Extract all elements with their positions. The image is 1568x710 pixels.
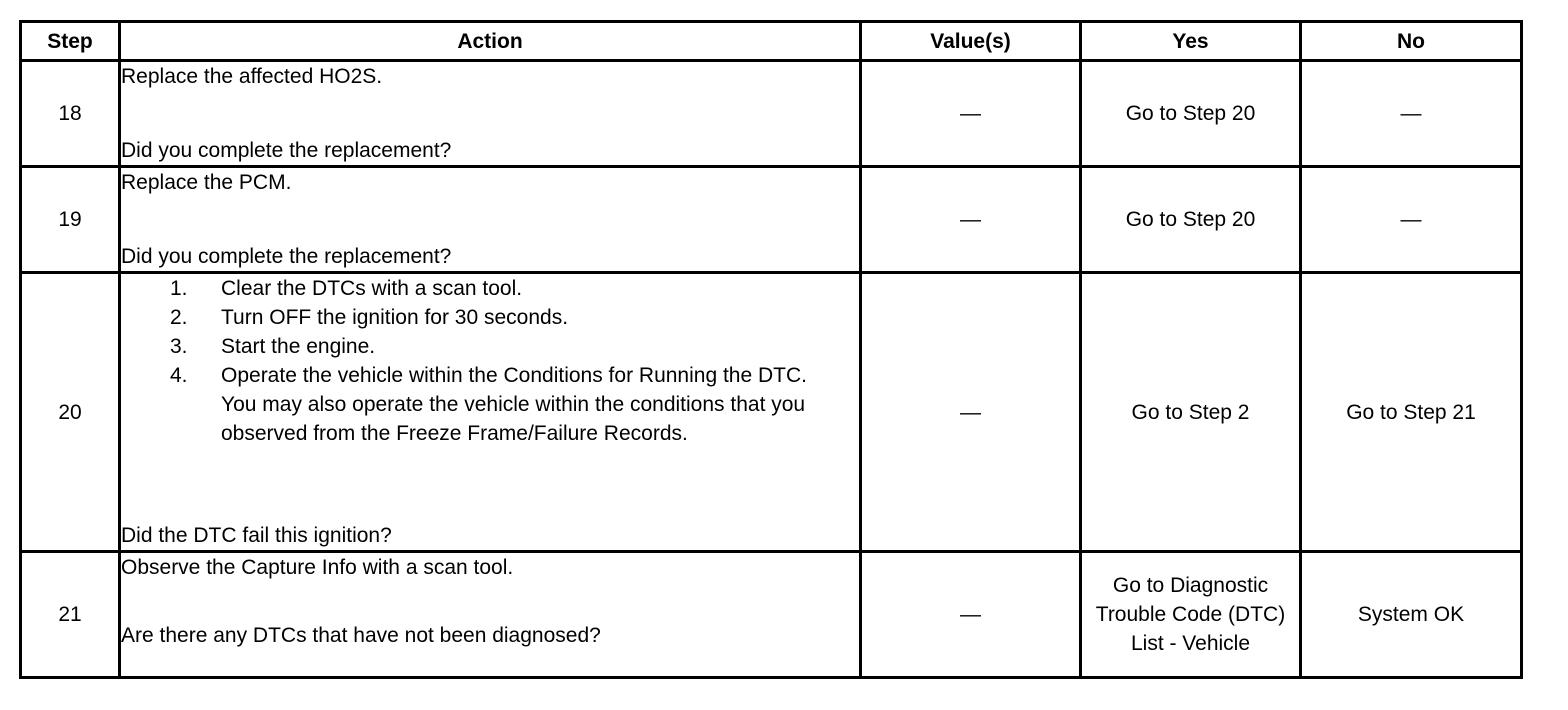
- list-item-number: 4.: [170, 364, 188, 387]
- diagnostic-table: [19, 20, 1523, 679]
- list-item-text: Operate the vehicle within the Conditions for Running the DTC. You may also operate the vehicle within the conditions that you observed from the Freeze Frame/Failure Records.: [221, 364, 807, 445]
- action-cell: [120, 61, 861, 167]
- list-item-number: 3.: [170, 335, 188, 358]
- action-question: Did the DTC fail this ignition?: [121, 524, 392, 547]
- list-item-text: Turn OFF the ignition for 30 seconds.: [221, 306, 569, 329]
- step-number: 21: [21, 552, 120, 678]
- action-text: Replace the PCM.: [121, 171, 292, 194]
- action-question: Are there any DTCs that have not been diagnosed?: [121, 624, 601, 647]
- action-text: Observe the Capture Info with a scan tool.: [121, 556, 514, 579]
- list-item-text: Start the engine.: [221, 335, 376, 358]
- step-number: 20: [21, 273, 120, 552]
- list-item-text: Clear the DTCs with a scan tool.: [221, 277, 523, 300]
- step-number: 19: [21, 167, 120, 273]
- table-row: [21, 61, 1522, 167]
- value-cell: —: [861, 61, 1081, 167]
- list-item: [121, 303, 859, 332]
- step-number: 18: [21, 61, 120, 167]
- header-step: Step: [21, 22, 120, 61]
- list-item: [121, 332, 859, 361]
- action-cell: [120, 552, 861, 678]
- yes-cell-text: Go to Diagnostic Trouble Code (DTC) List - Vehicle: [1095, 574, 1286, 655]
- list-item: [121, 361, 859, 448]
- yes-cell: Go to Step 20: [1081, 167, 1301, 273]
- value-cell: —: [861, 552, 1081, 678]
- table-row: [21, 552, 1522, 678]
- list-item: [121, 274, 859, 303]
- yes-cell: Go to Step 2: [1081, 273, 1301, 552]
- header-yes: Yes: [1081, 22, 1301, 61]
- header-values: Value(s): [861, 22, 1081, 61]
- yes-cell: Go to Step 20: [1081, 61, 1301, 167]
- no-cell: —: [1301, 167, 1522, 273]
- action-cell: [120, 167, 861, 273]
- no-cell: Go to Step 21: [1301, 273, 1522, 552]
- action-text: Replace the affected HO2S.: [121, 65, 383, 88]
- action-cell: [120, 273, 861, 552]
- value-cell: —: [861, 273, 1081, 552]
- table-row: [21, 167, 1522, 273]
- list-item-number: 2.: [170, 306, 188, 329]
- action-question: Did you complete the replacement?: [121, 245, 452, 268]
- header-row: [21, 22, 1522, 61]
- list-item-number: 1.: [170, 277, 188, 300]
- table-row: [21, 273, 1522, 552]
- procedure-list: [121, 274, 859, 448]
- value-cell: —: [861, 167, 1081, 273]
- header-action: Action: [120, 22, 861, 61]
- no-cell: —: [1301, 61, 1522, 167]
- yes-cell: [1081, 552, 1301, 678]
- action-question: Did you complete the replacement?: [121, 139, 452, 162]
- header-no: No: [1301, 22, 1522, 61]
- no-cell: System OK: [1301, 552, 1522, 678]
